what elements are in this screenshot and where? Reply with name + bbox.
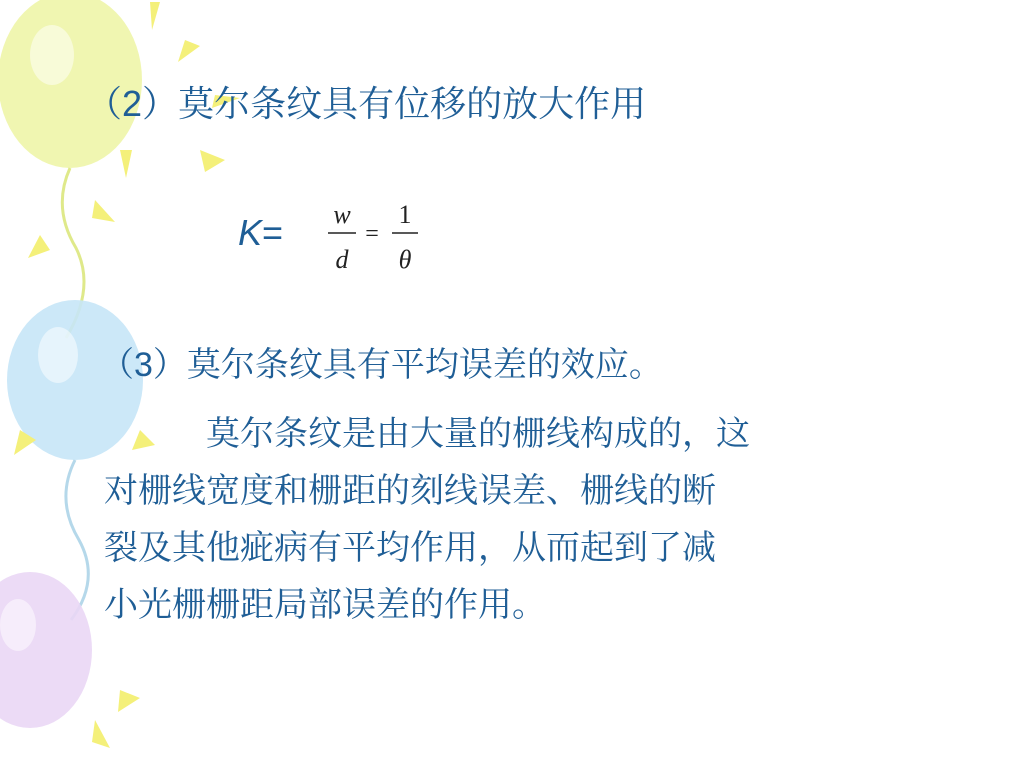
paragraph-line-2: 对栅线宽度和栅距的刻线误差、栅线的断 <box>104 471 716 511</box>
formula-k-variable: K <box>238 212 263 253</box>
purple-balloon <box>0 572 92 728</box>
paragraph-line-4: 小光栅栅距局部误差的作用。 <box>104 585 546 625</box>
paragraph-line-1: 莫尔条纹是由大量的栅线构成的，这 <box>206 414 750 454</box>
item2-open-paren: （ <box>86 84 123 125</box>
item2-text: 莫尔条纹具有位移的放大作用 <box>178 84 647 125</box>
formula-equals: = <box>365 221 379 247</box>
fraction1-denominator: d <box>335 245 349 273</box>
item3-close-paren: ） <box>152 345 187 385</box>
fraction2-numerator: 1 <box>398 200 412 229</box>
item3-number: 3 <box>134 346 153 384</box>
fraction2-denominator: θ <box>398 245 412 273</box>
formula-fractions <box>326 195 426 273</box>
item3-text: 莫尔条纹具有平均误差的效应。 <box>186 345 663 385</box>
heading-item-2 <box>86 82 646 127</box>
paragraph-line-3: 裂及其他疵病有平均作用，从而起到了减 <box>104 528 716 568</box>
heading-item-3 <box>100 343 663 387</box>
yellow-balloon <box>0 0 142 338</box>
formula-lhs-equals: = <box>262 212 284 253</box>
fraction1-numerator: w <box>333 200 351 229</box>
item2-number: 2 <box>122 83 143 124</box>
body-paragraph <box>104 406 964 634</box>
formula-lhs <box>238 212 283 254</box>
item2-close-paren: ） <box>142 84 179 125</box>
item3-open-paren: （ <box>100 345 134 385</box>
